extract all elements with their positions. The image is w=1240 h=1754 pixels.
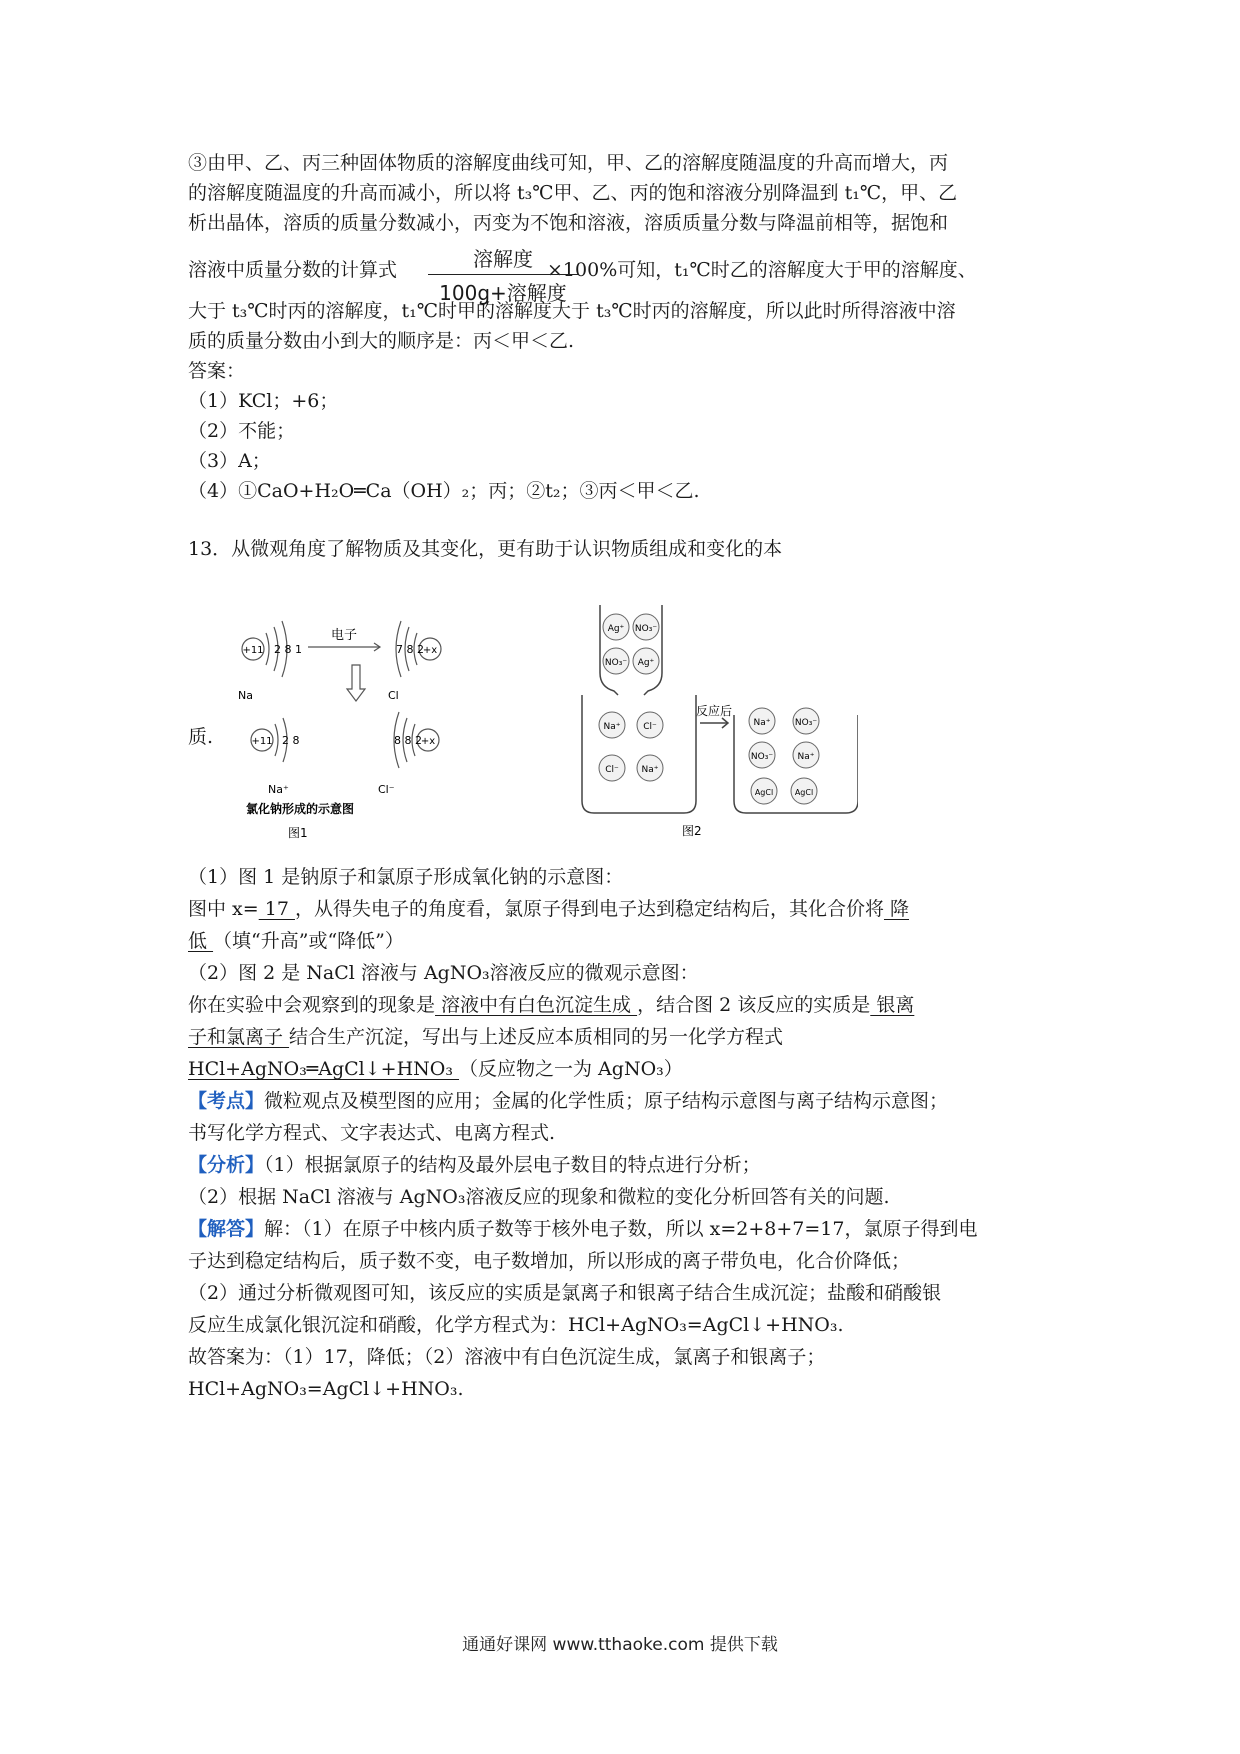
ion-before-top-4: Ag⁺ [637,658,655,668]
cl-shells: 7 8 2 [396,643,424,656]
ion-before-bottom-4: Na⁺ [641,765,659,775]
ion-before-top-1: Ag⁺ [607,624,625,634]
figure-1-label: 图1 [288,826,308,840]
reaction-arrow-label: 反应后 [695,704,733,718]
kaodian-line-2: 书写化学方程式、文字表达式、电离方程式. [188,1122,556,1144]
q13-part1-question [188,894,1058,924]
q13-p2-text-a: 图中 x= [188,898,259,920]
na-ion-nucleus: +11 [251,736,273,747]
jieda-line-2: 子达到稳定结构后，质子数不变，电子数增加，所以形成的离子带负电，化合价降低； [188,1250,911,1272]
ion-before-top-2: NO₃⁻ [634,624,658,634]
q13-p7-text: （反应物之一为 AgNO₃） [459,1058,683,1080]
fenxi-line [188,1150,1058,1180]
para3-line5: 大于 t₃℃时丙的溶解度，t₁℃时甲的溶解度大于 t₃℃时丙的溶解度，所以此时所得溶液中溶 [188,300,956,322]
para3-line2: 的溶解度随温度的升高而减小，所以将 t₃℃甲、乙、丙的饱和溶液分别降温到 t₁℃，甲、乙 [188,182,958,204]
answer-blank-essence: 银离 [870,994,915,1016]
ion-after-2: NO₃⁻ [794,718,818,728]
answer-blank-valence-cont: 低 [188,930,214,952]
para3-line4-before: 溶液中质量分数的计算式 [188,259,398,281]
q13-part2-intro: （2）图 2 是 NaCl 溶液与 AgNO₃溶液反应的微观示意图： [188,962,699,984]
ion-before-bottom-3: Cl⁻ [605,765,619,775]
q13-p5-text-b: ，结合图 2 该反应的实质是 [637,994,871,1016]
ion-before-bottom-2: Cl⁻ [643,722,657,732]
fenxi-line-2: （2）根据 NaCl 溶液与 AgNO₃溶液反应的现象和微粒的变化分析回答有关的问题. [188,1186,890,1208]
answer-1: （1）KCl；+6； [188,390,339,412]
q13-part1-intro: （1）图 1 是钠原子和氯原子形成氧化钠的示意图： [188,866,624,888]
answer-blank-equation: HCl+AgNO₃═AgCl↓+HNO₃ [188,1058,460,1080]
answer-blank-phenomenon: 溶液中有白色沉淀生成 [435,994,638,1016]
final-answer-2: HCl+AgNO₃=AgCl↓+HNO₃. [188,1378,464,1400]
cl-ion-nucleus: +x [420,736,436,747]
para3-line4 [188,255,1058,285]
precipitate-2: AgCl [794,788,814,797]
answers-title: 答案： [188,360,246,382]
final-answer-1: 故答案为：（1）17，降低；（2）溶液中有白色沉淀生成，氯离子和银离子； [188,1346,826,1368]
answer-2: （2）不能； [188,420,296,442]
precipitate-1: AgCl [754,788,774,797]
para3-line3: 析出晶体，溶质的质量分数减小，丙变为不饱和溶液，溶质质量分数与降温前相等，据饱和 [188,212,949,234]
fenxi-text-1: （1）根据氯原子的结构及最外层电子数目的特点进行分析； [264,1154,761,1176]
fraction-denominator: 100g+溶解度 [439,281,567,305]
q13-part2-question-cont [188,1022,1058,1052]
kaodian-line [188,1086,1058,1116]
ion-after-3: NO₃⁻ [750,752,774,762]
cl-nucleus: +x [422,645,438,656]
para3-line4-after: ×100%可知，t₁℃时乙的溶解度大于甲的溶解度、 [547,259,977,281]
ion-before-bottom-1: Na⁺ [603,722,621,732]
answer-blank-valence: 降 [883,898,910,920]
jieda-tag: 【解答】 [188,1218,265,1240]
figure-2-reaction-diagram [578,603,858,843]
q13-p2-text-b: ，从得失电子的角度看，氯原子得到电子达到稳定结构后，其化合价将 [294,898,884,920]
kaodian-text: 微粒观点及模型图的应用；金属的化学性质；原子结构示意图与离子结构示意图； [264,1090,949,1112]
q13-part2-equation [188,1054,1058,1084]
q13-part1-question-cont [188,926,1058,956]
para3-line6: 质的质量分数由小到大的顺序是：丙＜甲＜乙. [188,330,575,352]
na-nucleus: +11 [242,645,264,656]
figure-2-label: 图2 [682,824,702,838]
jieda-line-4: 反应生成氯化银沉淀和硝酸，化学方程式为：HCl+AgNO₃=AgCl↓+HNO₃. [188,1314,844,1336]
q13-part2-question [188,990,1058,1020]
electron-arrow-label: 电子 [330,628,358,643]
q13-p6-text: 结合生产沉淀，写出与上述反应本质相同的另一化学方程式 [289,1026,784,1048]
q13-stem-end: 质. [188,726,214,748]
jieda-line-3: （2）通过分析微观图可知，该反应的实质是氯离子和银离子结合生成沉淀；盐酸和硝酸银 [188,1282,942,1304]
ion-before-top-3: NO₃⁻ [604,658,628,668]
ion-after-4: Na⁺ [797,752,815,762]
answer-3: （3）A； [188,450,271,472]
q13-stem: 13．从微观角度了解物质及其变化，更有助于认识物质组成和变化的本 [188,538,783,560]
jieda-text-1: 解：（1）在原子中核内质子数等于核外电子数，所以 x=2+8+7=17，氯原子得到电 [264,1218,978,1240]
kaodian-tag: 【考点】 [188,1090,265,1112]
answer-4: （4）①CaO+H₂O═Ca（OH）₂；丙；②t₂；③丙＜甲＜乙. [188,480,700,502]
para3-line1: ③由甲、乙、丙三种固体物质的溶解度曲线可知，甲、乙的溶解度随温度的升高而增大，丙 [188,152,949,174]
jieda-line [188,1214,1058,1244]
page-footer: 通通好课网 www.tthaoke.com 提供下载 [462,1635,778,1655]
cl-label: Cl [388,689,399,702]
answer-blank-essence-cont: 子和氯离子 [188,1026,290,1048]
fraction-numerator: 溶解度 [428,243,578,275]
answer-blank-x: 17 [258,898,295,920]
cl-ion-shells: 8 8 2 [394,734,422,747]
na-shells: 2 8 1 [274,643,302,656]
na-label: Na [238,689,253,702]
na-ion-shells: 2 8 [282,734,300,747]
na-ion-label: Na⁺ [268,783,289,796]
figure-1-sodium-chloride-formation [228,605,468,850]
q13-p3-text: （填“升高”或“降低”） [213,930,404,952]
cl-ion-label: Cl⁻ [378,783,395,796]
figure-1-caption: 氯化钠形成的示意图 [246,802,355,816]
fenxi-tag: 【分析】 [188,1154,265,1176]
ion-after-1: Na⁺ [753,718,771,728]
q13-p5-text-a: 你在实验中会观察到的现象是 [188,994,436,1016]
